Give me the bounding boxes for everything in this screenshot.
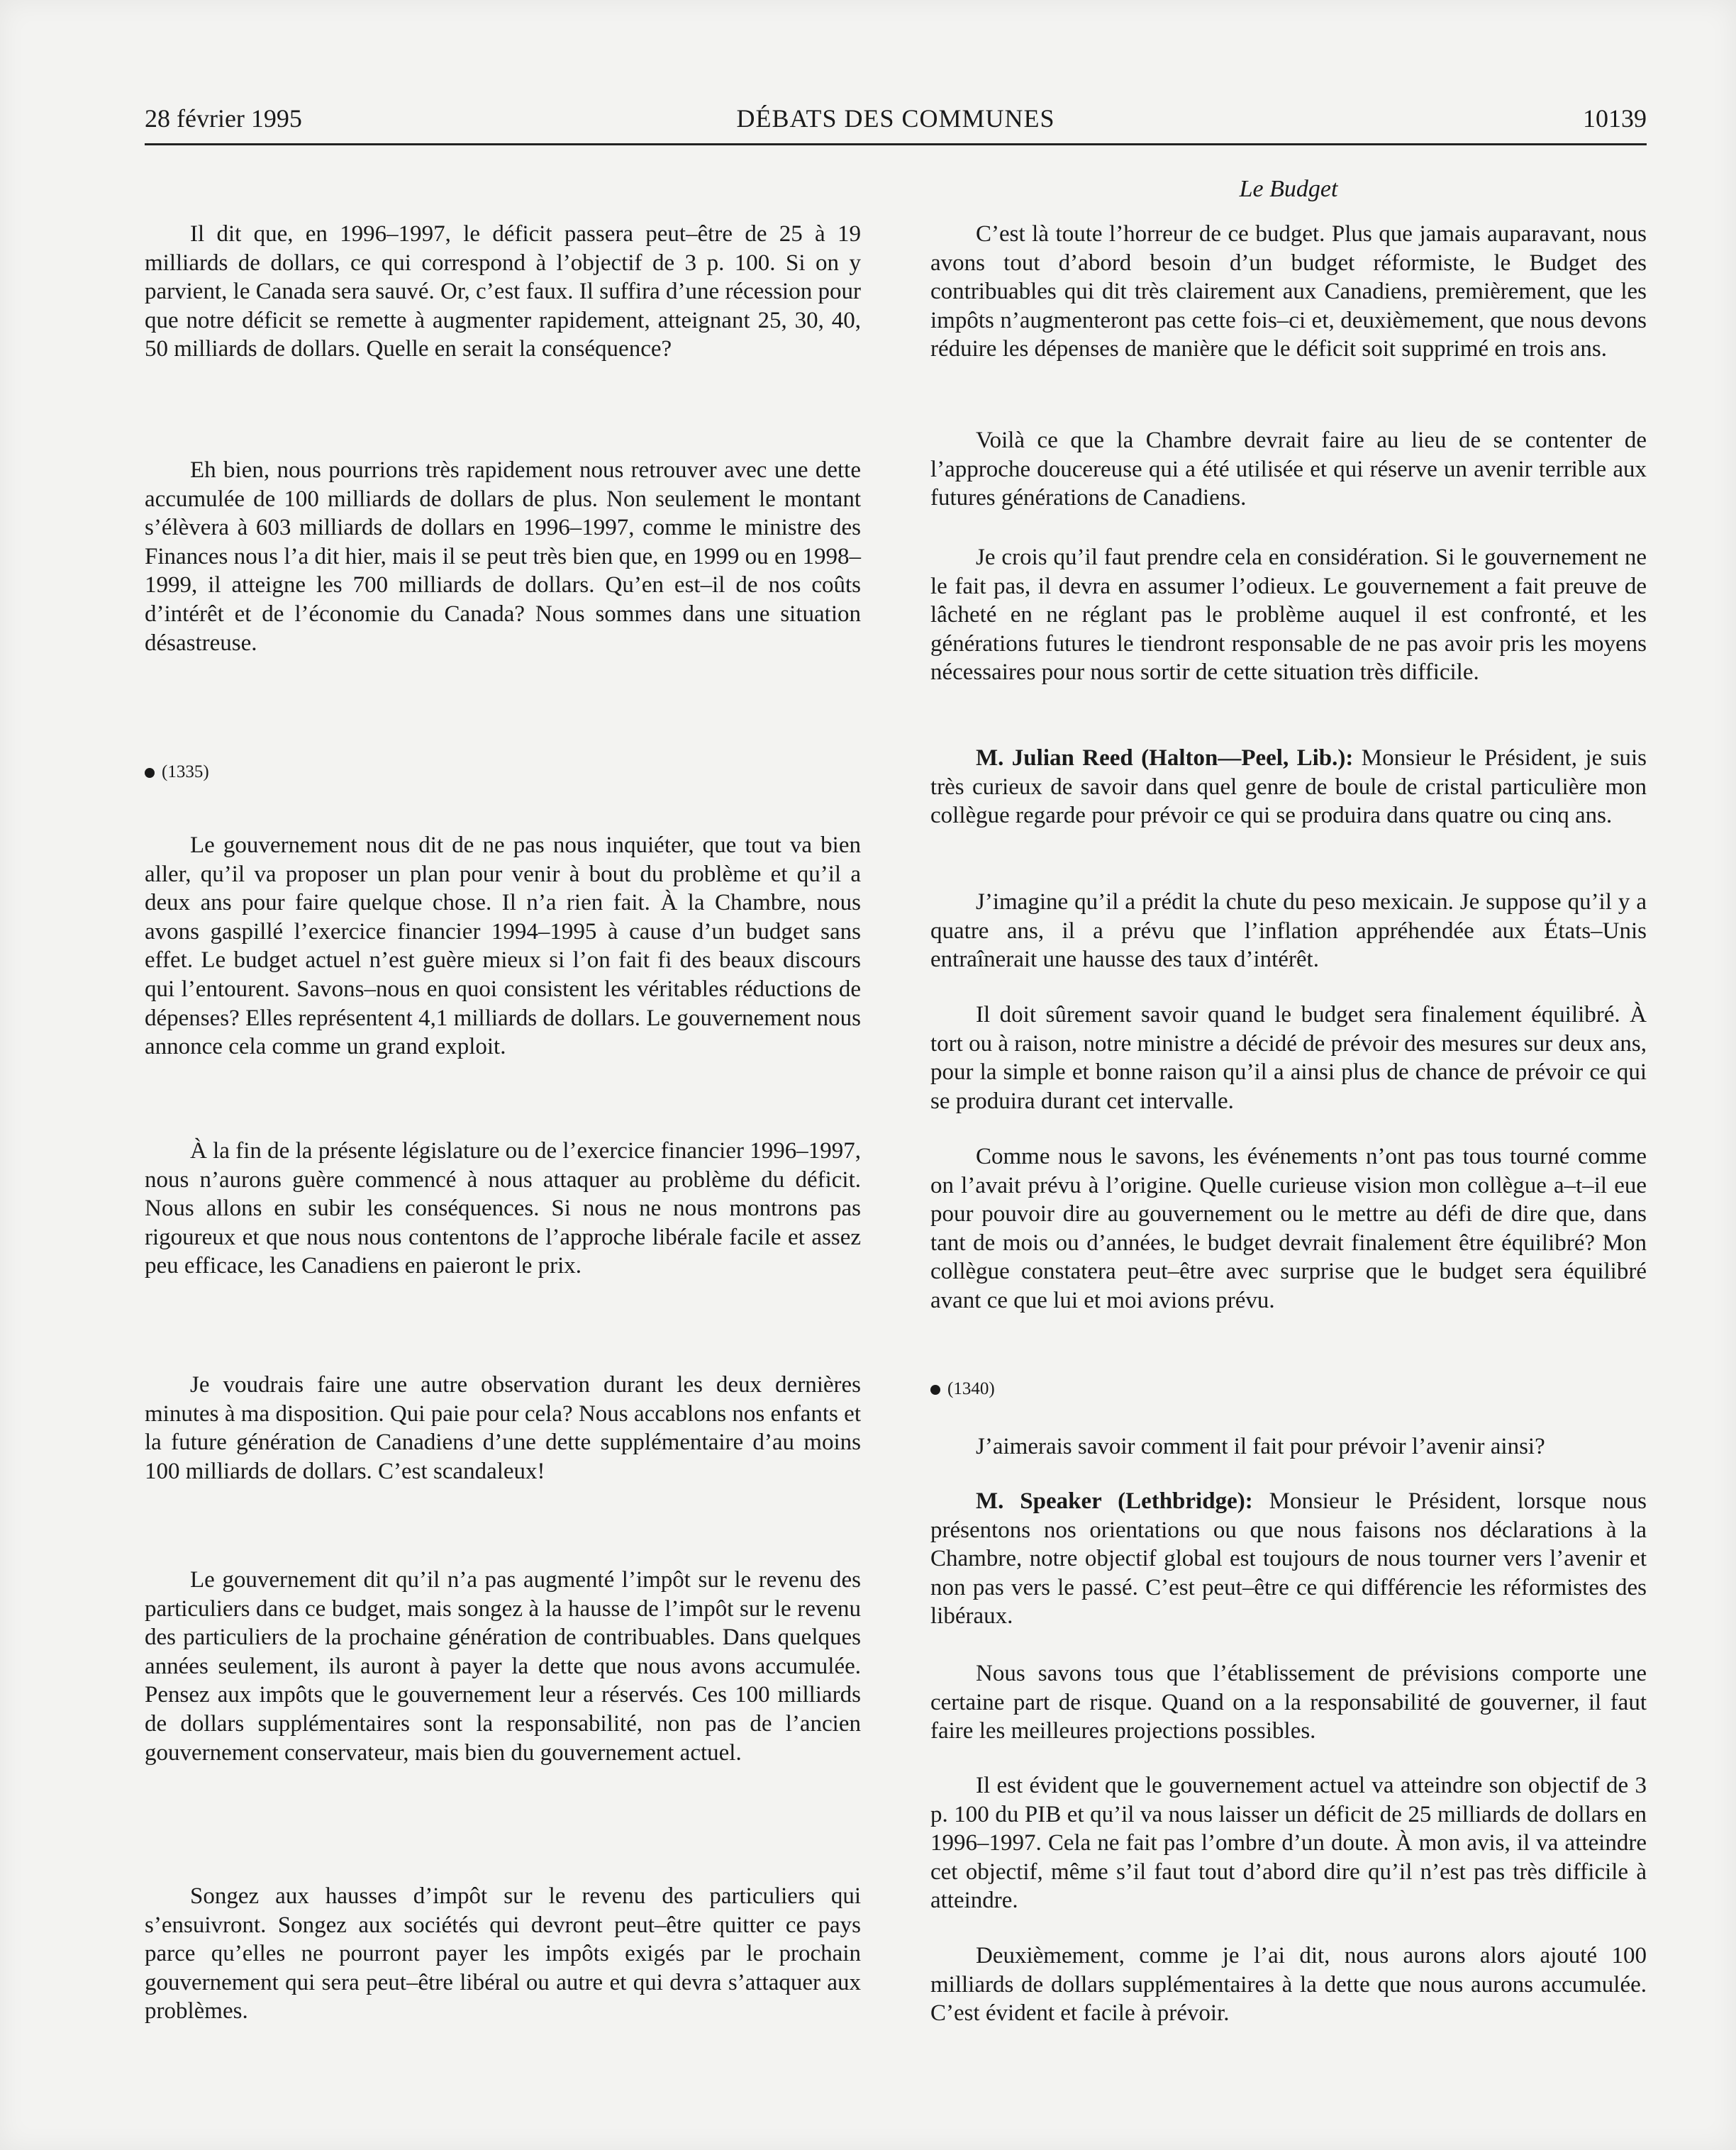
left-paragraph-1: Il dit que, en 1996–1997, le déficit passera peut–être de 25 à 19 milliards de dollars, ce qui correspond à l’objectif de 3 p. 100. Si on y parvient, le Canada sera sauvé. Or, c’est faux. Il suffira d’une récession pour que notre déficit se remette à augmenter rapidement, atteignant 25, 30, 40, 50 milliards de dollars. Quelle en serait la conséquence? bbox=[145, 221, 861, 362]
left-paragraph-3: Le gouvernement nous dit de ne pas nous inquiéter, que tout va bien aller, qu’il va proposer un plan pour venir à bout du problème et qu’il a deux ans pour faire quelque chose. Il n’a rien fait. À la Chambre, nous avons gaspillé l’exercice financier 1994–1995 à cause d’un budget sans effet. Le budget actuel n’est guère mieux si l’on fait fi des beaux discours qui l’entourent. Savons–nous en quoi consistent les véritables réductions de dépenses? Elles représentent 4,1 milliards de dollars. Le gouvernement nous annonce cela comme un grand exploit. bbox=[145, 832, 861, 1060]
page-header bbox=[145, 99, 1647, 145]
left-paragraph-5: Je voudrais faire une autre observation durant les deux dernières minutes à ma disposition. Qui paie pour cela? Nous accablons nos enfants et la future génération de Canadiens d’une dette supplémentaire d’au moins 100 milliards de dollars. C’est scandaleux! bbox=[145, 1372, 861, 1484]
left-paragraph-2: Eh bien, nous pourrions très rapidement nous retrouver avec une dette accumulée de 100 milliards de dollars de plus. Non seulement le montant s’élèvera à 603 milliards de dollars en 1996–1997, comme le ministre des Finances nous l’a dit hier, mais il se peut très bien que, en 1999 ou en 1998–1999, il atteigne les 700 milliards de dollars. Qu’en est–il de nos coûts d’intérêt et de l’économie du Canada? Nous sommes dans une situation désastreuse. bbox=[145, 457, 861, 656]
right-paragraph-8: J’aimerais savoir comment il fait pour prévoir l’avenir ainsi? bbox=[976, 1434, 1545, 1459]
bullet-icon bbox=[145, 768, 155, 778]
speaker-text-reed: Monsieur le Président, je suis très curieux de savoir dans quel genre de boule de cristal particulière mon collègue regarde pour prévoir ce qui se produira dans quatre ou cinq ans. bbox=[930, 745, 1647, 829]
time-marker-1335 bbox=[145, 762, 209, 783]
bullet-icon bbox=[930, 1385, 940, 1395]
right-paragraph-4 bbox=[930, 744, 1647, 830]
right-paragraph-1: C’est là toute l’horreur de ce budget. Plus que jamais auparavant, nous avons tout d’abord besoin d’un budget réformiste, le Budget des contribuables qui dit très clairement aux Canadiens, premièrement, que les impôts n’augmenteront pas cette fois–ci et, deuxièmement, que nous devons réduire les dépenses de manière que le déficit soit supprimé en trois ans. bbox=[930, 221, 1647, 362]
right-paragraph-11: Il est évident que le gouvernement actuel va atteindre son objectif de 3 p. 100 du PIB et qu’il va nous laisser un déficit de 25 milliards de dollars en 1996–1997. Cela ne fait pas l’ombre d’un doute. À mon avis, il va atteindre cet objectif, même s’il faut tout d’abord dire qu’il n’est pas très difficile à atteindre. bbox=[930, 1773, 1647, 1914]
right-paragraph-9 bbox=[930, 1487, 1647, 1631]
header-date: 28 février 1995 bbox=[145, 104, 302, 133]
header-page-number: 10139 bbox=[1583, 104, 1647, 133]
right-paragraph-5: J’imagine qu’il a prédit la chute du peso mexicain. Je suppose qu’il y a quatre ans, il a prévu que l’inflation appréhendée aux États–Unis entraînerait une hausse des taux d’intérêt. bbox=[930, 889, 1647, 973]
right-paragraph-12: Deuxièmement, comme je l’ai dit, nous aurons alors ajouté 100 milliards de dollars supplémentaires à la dette que nous aurons accumulée. C’est évident et facile à prévoir. bbox=[930, 1943, 1647, 2027]
right-paragraph-2: Voilà ce que la Chambre devrait faire au lieu de se contenter de l’approche doucereuse qui a été utilisée et qui réserve un avenir terrible aux futures générations de Canadiens. bbox=[930, 428, 1647, 511]
section-title: Le Budget bbox=[1239, 176, 1338, 202]
time-marker-label: (1340) bbox=[947, 1379, 995, 1398]
time-marker-label: (1335) bbox=[162, 762, 209, 781]
left-paragraph-7: Songez aux hausses d’impôt sur le revenu des particuliers qui s’ensuivront. Songez aux sociétés qui devront peut–être quitter ce pays parce qu’elles ne pourront payer les impôts exigés par le prochain gouvernement qui sera peut–être libéral ou autre et qui devra s’attaquer aux problèmes. bbox=[145, 1883, 861, 2024]
time-marker-1340 bbox=[930, 1378, 995, 1400]
left-paragraph-6: Le gouvernement dit qu’il n’a pas augmenté l’impôt sur le revenu des particuliers dans ce budget, mais songez à la hausse de l’impôt sur le revenu des particuliers de la prochaine génération de contribuables. Dans quelques années seulement, ils auront à payer la dette que nous avons accumulée. Pensez aux impôts que le gouvernement leur a réservés. Ces 100 milliards de dollars supplémentaires sont la responsabilité, non pas de l’ancien gouvernement conservateur, mais bien du gouvernement actuel. bbox=[145, 1567, 861, 1766]
right-paragraph-6: Il doit sûrement savoir quand le budget sera finalement équilibré. À tort ou à raison, notre ministre a décidé de prévoir des mesures sur deux ans, pour la simple et bonne raison qu’il a ainsi plus de chance de prévoir ce qui se produira durant cet intervalle. bbox=[930, 1002, 1647, 1114]
speaker-name-speaker: M. Speaker (Lethbridge): bbox=[976, 1488, 1253, 1514]
right-paragraph-10: Nous savons tous que l’établissement de prévisions comporte une certaine part de risque. Quand on a la responsabilité de gouverner, il faut faire les meilleures projections possibles. bbox=[930, 1661, 1647, 1744]
left-paragraph-4: À la fin de la présente législature ou de l’exercice financier 1996–1997, nous n’aurons guère commencé à nous attaquer au problème du déficit. Nous allons en subir les conséquences. Si nous ne nous montrons pas rigoureux et que nous nous contentons de l’approche libérale facile et assez peu efficace, les Canadiens en paieront le prix. bbox=[145, 1138, 861, 1279]
speaker-text-speaker: Monsieur le Président, lorsque nous présentons nos orientations ou que nous faisons nos déclarations à la Chambre, notre objectif global est toujours de nous tourner vers l’avenir et non pas vers le passé. C’est peut–être ce qui différencie les réformistes des libéraux. bbox=[930, 1488, 1647, 1630]
header-title: DÉBATS DES COMMUNES bbox=[736, 104, 1055, 133]
right-paragraph-3: Je crois qu’il faut prendre cela en considération. Si le gouvernement ne le fait pas, il devra en assumer l’odieux. Le gouvernement a fait preuve de lâcheté en ne réglant pas le problème auquel il est confronté, et les générations futures le tiendront responsable de ne pas avoir pris les moyens nécessaires pour nous sortir de cette situation très difficile. bbox=[930, 545, 1647, 686]
right-paragraph-7: Comme nous le savons, les événements n’ont pas tous tourné comme on l’avait prévu à l’origine. Quelle curieuse vision mon collègue a–t–il eue pour pouvoir dire au gouvernement ou le mettre au défi de dire que, dans tant de mois ou d’années, le budget devrait finalement être équilibré? Mon collègue constatera peut–être avec surprise que le budget sera équilibré avant ce que lui et moi avions prévu. bbox=[930, 1144, 1647, 1313]
speaker-name-reed: M. Julian Reed (Halton—Peel, Lib.): bbox=[976, 745, 1354, 771]
